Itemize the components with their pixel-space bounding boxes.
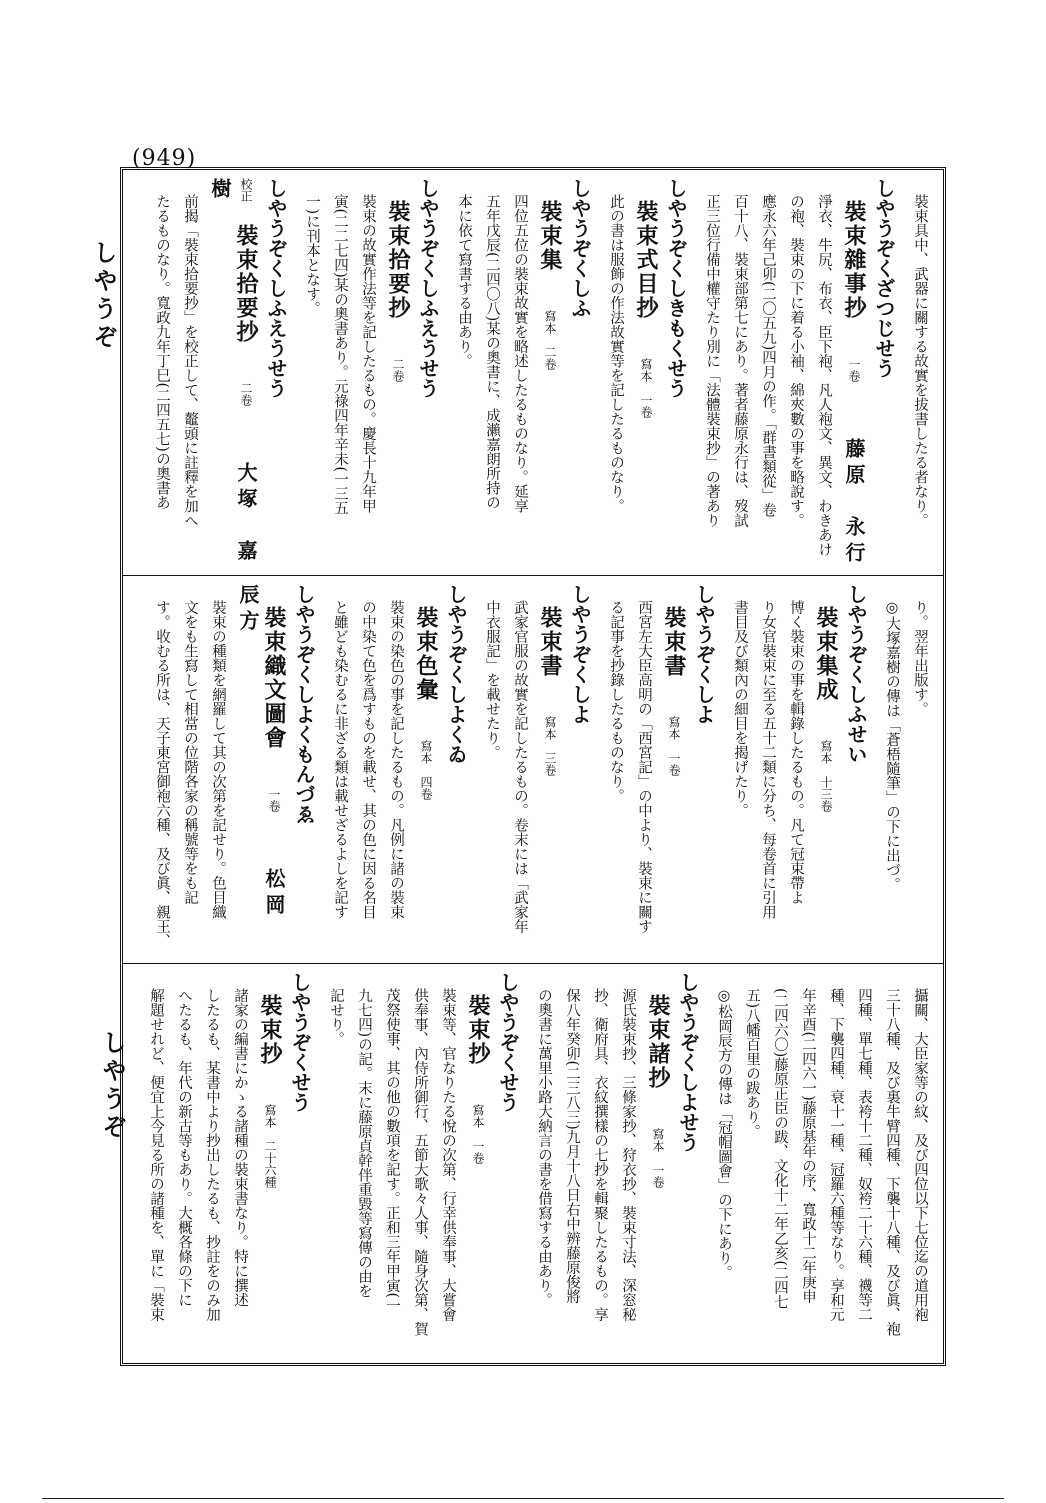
entry-author: 松岡 辰方 xyxy=(236,584,286,946)
body-line: 茂祭使事、其の他の數項を記す。正和三年甲寅(一 xyxy=(384,988,400,1313)
entry-volumes: 寫本 二卷 xyxy=(543,298,557,370)
body-line: へたるも、年代の新古等もあり。大概各條の下に xyxy=(176,988,192,1307)
body-line: 年辛酉(二四六一)藤原基年の序、寬政十二年庚申 xyxy=(800,988,816,1304)
body-line: ◎松岡辰方の傳は「冠帽圖會」の下にあり。 xyxy=(716,988,732,1280)
entry-author: 藤原 永行 xyxy=(842,412,866,568)
body-line: ◎大塚嘉樹の傳は「蒼梧隨筆」の下に出づ。 xyxy=(884,600,900,892)
entry-reading: しやうぞくしふせい xyxy=(844,584,868,764)
running-head-bottom: しやうぞ xyxy=(98,1030,127,1142)
entry-title-row xyxy=(257,972,283,1357)
body-line: 源氏裝束抄、三條家抄、狩衣抄、裝束寸法、深窓秘 xyxy=(620,988,636,1322)
body-line: 四位五位の裝束故實を略述したるものなり。延享 xyxy=(512,194,528,513)
body-line: 博く裝束の事を輯錄したるもの。凡て冠束帶よ xyxy=(788,600,804,905)
entry-title: 裝束諸抄 xyxy=(645,994,671,1090)
body-line: 三十八種、及び裏牛臂四種、下襲十八種、及び眞、袍 xyxy=(884,988,900,1336)
body-line: り女官裝束に至る五十二類に分ち、每卷首に引用 xyxy=(760,600,776,919)
entry-volumes: 寫本 一卷 xyxy=(651,1116,665,1188)
entry-reading: しやうぞくしよ xyxy=(568,584,592,724)
entry-title-row xyxy=(385,178,411,569)
body-line: 百十八、裝束部第七にあり。著者藤原永行は、歿試 xyxy=(732,194,748,528)
entry-title: 裝束拾要抄 xyxy=(385,200,411,320)
body-line: 淨衣、牛尻、布衣、臣下袍、凡人袍文、異文、わきあけ xyxy=(816,194,832,557)
entry-reading: しやうぞくせう xyxy=(496,972,520,1112)
body-line: 裝束具中、武器に關する故實を拔書したる者なり。 xyxy=(912,194,928,528)
body-line: 文をも生寫して相當の位階各家の稱號等をも記 xyxy=(182,600,198,905)
running-head-top: しやうぞ xyxy=(89,240,118,352)
entry-title: 裝束織文圖會 xyxy=(261,606,287,750)
entry-author: 大塚 嘉樹 xyxy=(208,178,258,566)
entry-title-row xyxy=(813,584,839,957)
entry-volumes: 二卷 xyxy=(391,346,405,382)
body-line: 西宮左大臣高明の「西宮記」の中より、裝束に關す xyxy=(636,600,652,934)
entry-reading: しやうぞくしふえうせう xyxy=(416,178,440,398)
entry-title: 裝束抄 xyxy=(257,994,283,1066)
entry-title-row xyxy=(207,178,259,569)
entry-reading: しやうぞくしよくゐ xyxy=(444,584,468,764)
body-line: 此の書は服飾の作法故實等を記したるものなり。 xyxy=(608,194,624,513)
entry-title: 裝束集成 xyxy=(813,606,839,702)
entry-title: 裝束拾要抄 xyxy=(233,224,259,344)
tier-2 xyxy=(123,576,943,964)
entry-title-row xyxy=(645,972,671,1357)
body-line: 保八年癸卯(二三八三)九月十八日右中辨藤原俊將 xyxy=(564,988,580,1304)
body-line: 本に依て寫書する由あり。 xyxy=(456,194,472,368)
text-frame xyxy=(120,167,946,1366)
bottom-rule xyxy=(42,1498,1004,1499)
body-line: 應永六年己卯(二〇五九)四月の作。「群書類從」卷 xyxy=(760,194,776,518)
entry-volumes: 寫本 二十六種 xyxy=(263,1092,277,1188)
body-line: (二四六〇)藤原正臣の跋、文化十二年乙亥(二四七 xyxy=(772,988,788,1310)
entry-title-row xyxy=(661,584,687,957)
entry-title-row xyxy=(235,584,287,957)
entry-reading: しやうぞくしよくもんづゑ xyxy=(292,584,316,824)
tier-3 xyxy=(123,964,943,1363)
body-line: の中染て色を爲すものを載せ、其の色に因る名目 xyxy=(360,600,376,919)
body-line: 種、下襲四種、衰十一種、冠羅六種等なり。享和元 xyxy=(828,988,844,1322)
entry-title: 裝束集 xyxy=(537,200,563,272)
body-line: 裝束の染色の事を記したるもの。凡例に諸の裝束 xyxy=(388,600,404,919)
body-line: 抄、衛府具、衣紋撰樣の七抄を輯聚したるもの。享 xyxy=(592,988,608,1322)
body-line: る記事を抄錄したるものなり。 xyxy=(608,600,624,803)
entry-volumes: 一卷 xyxy=(847,346,861,382)
body-line: 解題せれど、便宜上今見る所の諸種を、單に「裝束 xyxy=(148,988,164,1322)
entry-volumes: 寫本 十三卷 xyxy=(819,728,833,812)
body-line: 諸家の編書にかゝる諸種の裝束書なり。特に撰述 xyxy=(232,988,248,1307)
entry-reading: しやうぞくしふ xyxy=(568,178,592,318)
entry-title-row xyxy=(841,178,867,569)
body-line: 九七四)の記。末に藤原貞幹伴重毀等寫傳の由を xyxy=(356,988,372,1299)
body-line: 正三位行備中權守たり別に「法體裝束抄」の著あり xyxy=(704,194,720,528)
body-line: 裝束等、官なりたる悅の次第、行幸供奉事、大嘗會 xyxy=(440,988,456,1322)
entry-title: 裝束書 xyxy=(537,606,563,678)
entry-title: 裝束雜事抄 xyxy=(841,200,867,320)
body-line: す。收むる所は、天子東宮御袍六種、及び眞、親王、 xyxy=(154,600,170,948)
body-line: 武家官服の故實を記したるもの。卷末には「武家年 xyxy=(512,600,528,934)
page-number: (949) xyxy=(132,146,197,171)
body-line: の袍、裝束の下に着る小袖、綿夾數の事を略說す。 xyxy=(788,194,804,528)
body-line: 攝關、大臣家等の紋、及び四位以下七位迄の道用袍 xyxy=(912,988,928,1322)
entry-volumes: 寫本 四卷 xyxy=(419,728,433,800)
entry-title-row xyxy=(413,584,439,957)
entry-title: 裝束式目抄 xyxy=(633,200,659,320)
entry-reading: しやうぞくしふえうせう xyxy=(264,178,288,398)
body-line: 五)八幡百里の跋あり。 xyxy=(744,988,760,1139)
entry-reading: しやうぞくしよせう xyxy=(676,972,700,1152)
entry-volumes: 寫本 三卷 xyxy=(543,704,557,776)
entry-volumes: 寫本 一卷 xyxy=(471,1092,485,1164)
body-line: 供奉事、內侍所御行、五節大歌々人事、隨身次第、賀 xyxy=(412,988,428,1336)
entry-volumes: 一卷 xyxy=(267,776,281,812)
body-line: 四種、單七種、表袴十二種、奴袴二十六種、襪等二 xyxy=(856,988,872,1322)
body-line: 書目及び類內の細目を揭げたり。 xyxy=(732,600,748,818)
entry-reading: しやうぞくざつじせう xyxy=(872,178,896,378)
entry-title-row xyxy=(537,584,563,957)
body-line: 五年戊辰(二四〇八)某の奧書に、成瀨嘉朗所持の xyxy=(484,194,500,510)
entry-title-row xyxy=(537,178,563,569)
entry-title: 裝束抄 xyxy=(465,994,491,1066)
body-line: の奧書に萬里小路大納言の書を借寫する由あり。 xyxy=(536,988,552,1307)
entry-title: 裝束色彙 xyxy=(413,606,439,702)
entry-prefix: 校正 xyxy=(239,178,253,202)
tier-1 xyxy=(123,170,943,576)
body-line: と雖ども染むるに非ざる類は載せざるよしを記す xyxy=(332,600,348,919)
entry-title-row xyxy=(633,178,659,569)
body-line: 記せり。 xyxy=(328,988,344,1046)
body-line: 一)に刊本となす。 xyxy=(304,194,320,316)
entry-volumes: 寫本 一卷 xyxy=(667,704,681,776)
entry-reading: しやうぞくしきもくせう xyxy=(664,178,688,398)
body-line: 中衣服記」を載せたり。 xyxy=(484,600,500,760)
body-line: 寅(二二七四)某の奧書あり。元祿四年辛未(一三五 xyxy=(332,194,348,516)
entry-volumes: 寫本 一卷 xyxy=(639,346,653,418)
entry-reading: しやうぞくしよ xyxy=(692,584,716,724)
entry-volumes: 二卷 xyxy=(239,370,253,406)
body-line: 裝束の種類を網羅して其の次第を記せり。色目織 xyxy=(210,600,226,919)
body-line: り。翌年出版す。 xyxy=(912,600,928,716)
body-line: 前揭「裝束拾要抄」を校正して、鼇頭に註釋を加へ xyxy=(182,194,198,528)
body-line: 裝束の故實作法等を記したるもの。慶長十九年甲 xyxy=(360,194,376,513)
body-line: したるも、某書中より抄出したるも、抄註をのみ加 xyxy=(204,988,220,1322)
entry-title: 裝束書 xyxy=(661,606,687,678)
entry-title-row xyxy=(465,972,491,1357)
body-line: たるものなり。寬政九年丁巳(二四五七)の奧書あ xyxy=(154,194,170,510)
entry-reading: しやうぞくせう xyxy=(288,972,312,1112)
